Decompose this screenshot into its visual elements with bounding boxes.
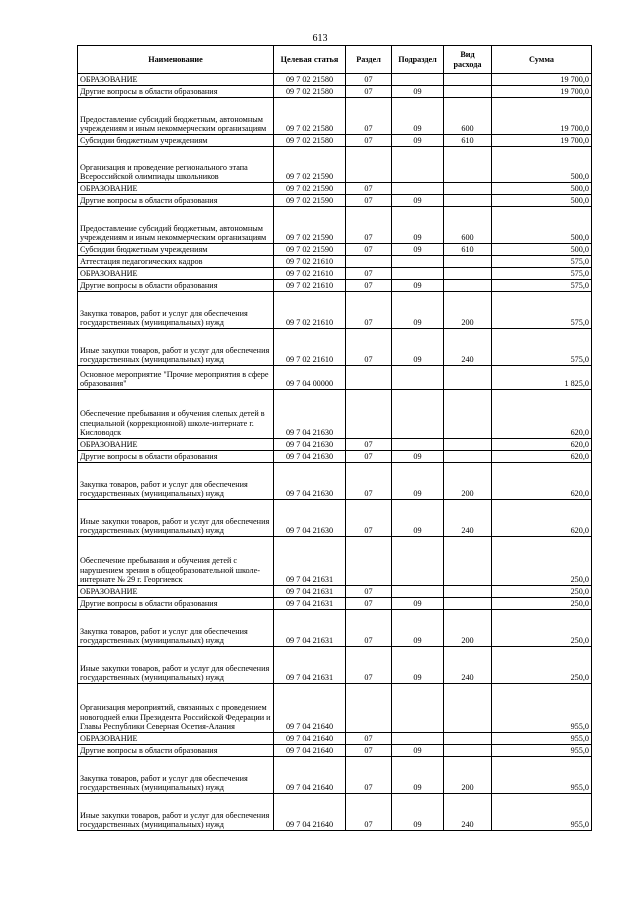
row-code: 09 7 02 21580 [274, 135, 346, 147]
table-row [78, 207, 592, 244]
table-row [78, 794, 592, 831]
row-name: Другие вопросы в области образования [78, 598, 274, 610]
row-name: Организация мероприятий, связанных с проведением новогодней елки Президента Российской Федерации и Главы Республики Северная Осетия-Алания [78, 684, 274, 733]
row-razdel: 07 [346, 463, 392, 500]
table-row [78, 183, 592, 195]
row-name: ОБРАЗОВАНИЕ [78, 439, 274, 451]
row-name: ОБРАЗОВАНИЕ [78, 183, 274, 195]
row-podrazdel: 09 [392, 451, 444, 463]
row-razdel: 07 [346, 195, 392, 207]
row-name: Закупка товаров, работ и услуг для обеспечения государственных (муниципальных) нужд [78, 610, 274, 647]
row-code: 09 7 04 00000 [274, 366, 346, 390]
header-name: Наименование [78, 46, 274, 74]
table-header-row [78, 46, 592, 74]
row-name: Другие вопросы в области образования [78, 451, 274, 463]
row-podrazdel: 09 [392, 794, 444, 831]
header-razdel: Раздел [346, 46, 392, 74]
row-vid [444, 366, 492, 390]
row-vid: 240 [444, 329, 492, 366]
row-razdel: 07 [346, 207, 392, 244]
row-code: 09 7 02 21590 [274, 147, 346, 183]
row-sum: 620,0 [492, 500, 592, 537]
row-vid [444, 439, 492, 451]
row-razdel: 07 [346, 757, 392, 794]
row-vid [444, 586, 492, 598]
table-row [78, 268, 592, 280]
row-code: 09 7 02 21610 [274, 280, 346, 292]
row-sum: 250,0 [492, 598, 592, 610]
row-code: 09 7 04 21630 [274, 390, 346, 439]
table-row [78, 586, 592, 598]
table-row [78, 684, 592, 733]
row-razdel: 07 [346, 268, 392, 280]
row-name: ОБРАЗОВАНИЕ [78, 268, 274, 280]
table-row [78, 366, 592, 390]
row-razdel [346, 256, 392, 268]
row-code: 09 7 04 21631 [274, 647, 346, 684]
row-sum: 575,0 [492, 329, 592, 366]
row-sum: 250,0 [492, 586, 592, 598]
table-row [78, 439, 592, 451]
row-name: Предоставление субсидий бюджетным, автономным учреждениям и иным некоммерческим организациям [78, 207, 274, 244]
row-sum: 575,0 [492, 280, 592, 292]
row-code: 09 7 04 21630 [274, 500, 346, 537]
row-sum: 250,0 [492, 537, 592, 586]
table-row [78, 98, 592, 135]
row-name: ОБРАЗОВАНИЕ [78, 74, 274, 86]
budget-table [77, 45, 592, 831]
row-name: Другие вопросы в области образования [78, 280, 274, 292]
row-sum: 19 700,0 [492, 86, 592, 98]
row-podrazdel [392, 439, 444, 451]
table-row [78, 757, 592, 794]
row-name: Закупка товаров, работ и услуг для обеспечения государственных (муниципальных) нужд [78, 757, 274, 794]
row-sum: 620,0 [492, 463, 592, 500]
row-podrazdel: 09 [392, 757, 444, 794]
row-vid [444, 537, 492, 586]
row-vid: 200 [444, 292, 492, 329]
row-razdel [346, 390, 392, 439]
row-vid [444, 86, 492, 98]
header-sum: Сумма [492, 46, 592, 74]
row-vid: 200 [444, 610, 492, 647]
row-sum: 250,0 [492, 610, 592, 647]
row-podrazdel [392, 586, 444, 598]
row-sum: 620,0 [492, 439, 592, 451]
row-podrazdel [392, 537, 444, 586]
row-razdel: 07 [346, 733, 392, 745]
row-name: Организация и проведение регионального этапа Всероссийской олимпиады школьников [78, 147, 274, 183]
row-razdel: 07 [346, 86, 392, 98]
header-code: Целевая статья [274, 46, 346, 74]
row-sum: 955,0 [492, 757, 592, 794]
row-name: Предоставление субсидий бюджетным, автономным учреждениям и иным некоммерческим организациям [78, 98, 274, 135]
row-code: 09 7 02 21610 [274, 268, 346, 280]
row-code: 09 7 04 21630 [274, 463, 346, 500]
row-vid: 610 [444, 244, 492, 256]
table-row [78, 195, 592, 207]
row-sum: 500,0 [492, 207, 592, 244]
row-name: Иные закупки товаров, работ и услуг для обеспечения государственных (муниципальных) нужд [78, 329, 274, 366]
row-vid [444, 598, 492, 610]
row-podrazdel: 09 [392, 610, 444, 647]
row-podrazdel [392, 183, 444, 195]
row-podrazdel: 09 [392, 745, 444, 757]
row-vid [444, 684, 492, 733]
table-row [78, 733, 592, 745]
row-razdel: 07 [346, 586, 392, 598]
row-code: 09 7 04 21630 [274, 439, 346, 451]
row-vid: 240 [444, 647, 492, 684]
table-row [78, 647, 592, 684]
row-podrazdel [392, 268, 444, 280]
row-razdel: 07 [346, 647, 392, 684]
row-vid: 600 [444, 98, 492, 135]
row-sum: 19 700,0 [492, 98, 592, 135]
row-code: 09 7 04 21631 [274, 610, 346, 647]
row-podrazdel: 09 [392, 280, 444, 292]
row-podrazdel: 09 [392, 86, 444, 98]
row-code: 09 7 02 21590 [274, 183, 346, 195]
row-code: 09 7 04 21640 [274, 794, 346, 831]
row-podrazdel: 09 [392, 598, 444, 610]
row-code: 09 7 04 21631 [274, 537, 346, 586]
table-row [78, 292, 592, 329]
row-name: ОБРАЗОВАНИЕ [78, 733, 274, 745]
row-code: 09 7 04 21640 [274, 757, 346, 794]
row-code: 09 7 04 21640 [274, 733, 346, 745]
row-code: 09 7 04 21640 [274, 684, 346, 733]
row-code: 09 7 04 21630 [274, 451, 346, 463]
row-vid [444, 280, 492, 292]
row-sum: 250,0 [492, 647, 592, 684]
row-podrazdel: 09 [392, 292, 444, 329]
row-vid [444, 390, 492, 439]
row-code: 09 7 02 21580 [274, 98, 346, 135]
row-razdel: 07 [346, 135, 392, 147]
table-row [78, 74, 592, 86]
row-code: 09 7 02 21590 [274, 244, 346, 256]
row-razdel: 07 [346, 451, 392, 463]
table-row [78, 147, 592, 183]
header-podrazdel: Подраздел [392, 46, 444, 74]
row-podrazdel: 09 [392, 135, 444, 147]
row-podrazdel: 09 [392, 244, 444, 256]
row-sum: 575,0 [492, 268, 592, 280]
row-razdel: 07 [346, 598, 392, 610]
row-sum: 500,0 [492, 195, 592, 207]
row-name: Обеспечение пребывания и обучения детей с нарушением зрения в общеобразовательной школе-интернате № 29 г. Георгиевск [78, 537, 274, 586]
row-vid: 610 [444, 135, 492, 147]
row-vid [444, 183, 492, 195]
table-row [78, 244, 592, 256]
row-podrazdel [392, 366, 444, 390]
row-name: Субсидии бюджетным учреждениям [78, 135, 274, 147]
row-vid: 200 [444, 757, 492, 794]
row-razdel: 07 [346, 439, 392, 451]
row-code: 09 7 04 21640 [274, 745, 346, 757]
row-sum: 575,0 [492, 292, 592, 329]
row-code: 09 7 02 21580 [274, 86, 346, 98]
row-razdel: 07 [346, 280, 392, 292]
row-sum: 500,0 [492, 183, 592, 195]
row-code: 09 7 02 21580 [274, 74, 346, 86]
row-sum: 500,0 [492, 244, 592, 256]
page-number: 613 [312, 33, 328, 44]
row-name: Закупка товаров, работ и услуг для обеспечения государственных (муниципальных) нужд [78, 292, 274, 329]
row-code: 09 7 02 21610 [274, 292, 346, 329]
row-razdel [346, 537, 392, 586]
row-vid [444, 451, 492, 463]
row-vid [444, 195, 492, 207]
row-code: 09 7 04 21631 [274, 598, 346, 610]
row-sum: 620,0 [492, 451, 592, 463]
row-code: 09 7 02 21610 [274, 329, 346, 366]
row-razdel: 07 [346, 244, 392, 256]
row-name: Иные закупки товаров, работ и услуг для обеспечения государственных (муниципальных) нужд [78, 794, 274, 831]
table-row [78, 451, 592, 463]
row-podrazdel: 09 [392, 647, 444, 684]
row-sum: 955,0 [492, 733, 592, 745]
row-razdel: 07 [346, 794, 392, 831]
row-name: Закупка товаров, работ и услуг для обеспечения государственных (муниципальных) нужд [78, 463, 274, 500]
row-podrazdel [392, 74, 444, 86]
row-podrazdel: 09 [392, 98, 444, 135]
table-row [78, 463, 592, 500]
row-razdel: 07 [346, 610, 392, 647]
row-podrazdel [392, 733, 444, 745]
table-row [78, 280, 592, 292]
row-sum: 955,0 [492, 745, 592, 757]
row-vid [444, 745, 492, 757]
table-row [78, 390, 592, 439]
row-name: Другие вопросы в области образования [78, 86, 274, 98]
row-name: Обеспечение пребывания и обучения слепых детей в специальной (коррекционной) школе-интернате г. Кисловодск [78, 390, 274, 439]
table-row [78, 329, 592, 366]
row-podrazdel: 09 [392, 500, 444, 537]
row-name: Иные закупки товаров, работ и услуг для обеспечения государственных (муниципальных) нужд [78, 647, 274, 684]
row-razdel: 07 [346, 329, 392, 366]
row-vid [444, 147, 492, 183]
row-sum: 500,0 [492, 147, 592, 183]
row-sum: 955,0 [492, 684, 592, 733]
row-podrazdel: 09 [392, 329, 444, 366]
table-row [78, 86, 592, 98]
row-razdel: 07 [346, 98, 392, 135]
table-row [78, 500, 592, 537]
row-sum: 19 700,0 [492, 135, 592, 147]
table-row [78, 135, 592, 147]
row-razdel [346, 147, 392, 183]
row-vid [444, 733, 492, 745]
row-razdel: 07 [346, 183, 392, 195]
table-row [78, 745, 592, 757]
row-sum: 19 700,0 [492, 74, 592, 86]
row-sum: 1 825,0 [492, 366, 592, 390]
row-podrazdel: 09 [392, 195, 444, 207]
row-name: Другие вопросы в области образования [78, 195, 274, 207]
row-sum: 575,0 [492, 256, 592, 268]
row-sum: 620,0 [492, 390, 592, 439]
header-vid: Вид расхода [444, 46, 492, 74]
table-row [78, 610, 592, 647]
row-vid [444, 74, 492, 86]
row-code: 09 7 02 21590 [274, 207, 346, 244]
row-name: ОБРАЗОВАНИЕ [78, 586, 274, 598]
row-podrazdel: 09 [392, 207, 444, 244]
row-code: 09 7 02 21610 [274, 256, 346, 268]
row-podrazdel: 09 [392, 463, 444, 500]
row-name: Другие вопросы в области образования [78, 745, 274, 757]
row-name: Основное мероприятие "Прочие мероприятия в сфере образования" [78, 366, 274, 390]
row-name: Аттестация педагогических кадров [78, 256, 274, 268]
row-vid: 240 [444, 794, 492, 831]
row-razdel: 07 [346, 292, 392, 329]
row-vid [444, 256, 492, 268]
row-name: Субсидии бюджетным учреждениям [78, 244, 274, 256]
row-code: 09 7 04 21631 [274, 586, 346, 598]
row-podrazdel [392, 147, 444, 183]
row-vid: 600 [444, 207, 492, 244]
row-code: 09 7 02 21590 [274, 195, 346, 207]
table-row [78, 256, 592, 268]
row-vid [444, 268, 492, 280]
row-podrazdel [392, 390, 444, 439]
row-name: Иные закупки товаров, работ и услуг для обеспечения государственных (муниципальных) нужд [78, 500, 274, 537]
row-razdel [346, 366, 392, 390]
row-razdel: 07 [346, 74, 392, 86]
row-razdel [346, 684, 392, 733]
row-podrazdel [392, 684, 444, 733]
row-razdel: 07 [346, 745, 392, 757]
row-sum: 955,0 [492, 794, 592, 831]
row-razdel: 07 [346, 500, 392, 537]
row-vid: 200 [444, 463, 492, 500]
table-row [78, 598, 592, 610]
row-podrazdel [392, 256, 444, 268]
row-vid: 240 [444, 500, 492, 537]
table-row [78, 537, 592, 586]
